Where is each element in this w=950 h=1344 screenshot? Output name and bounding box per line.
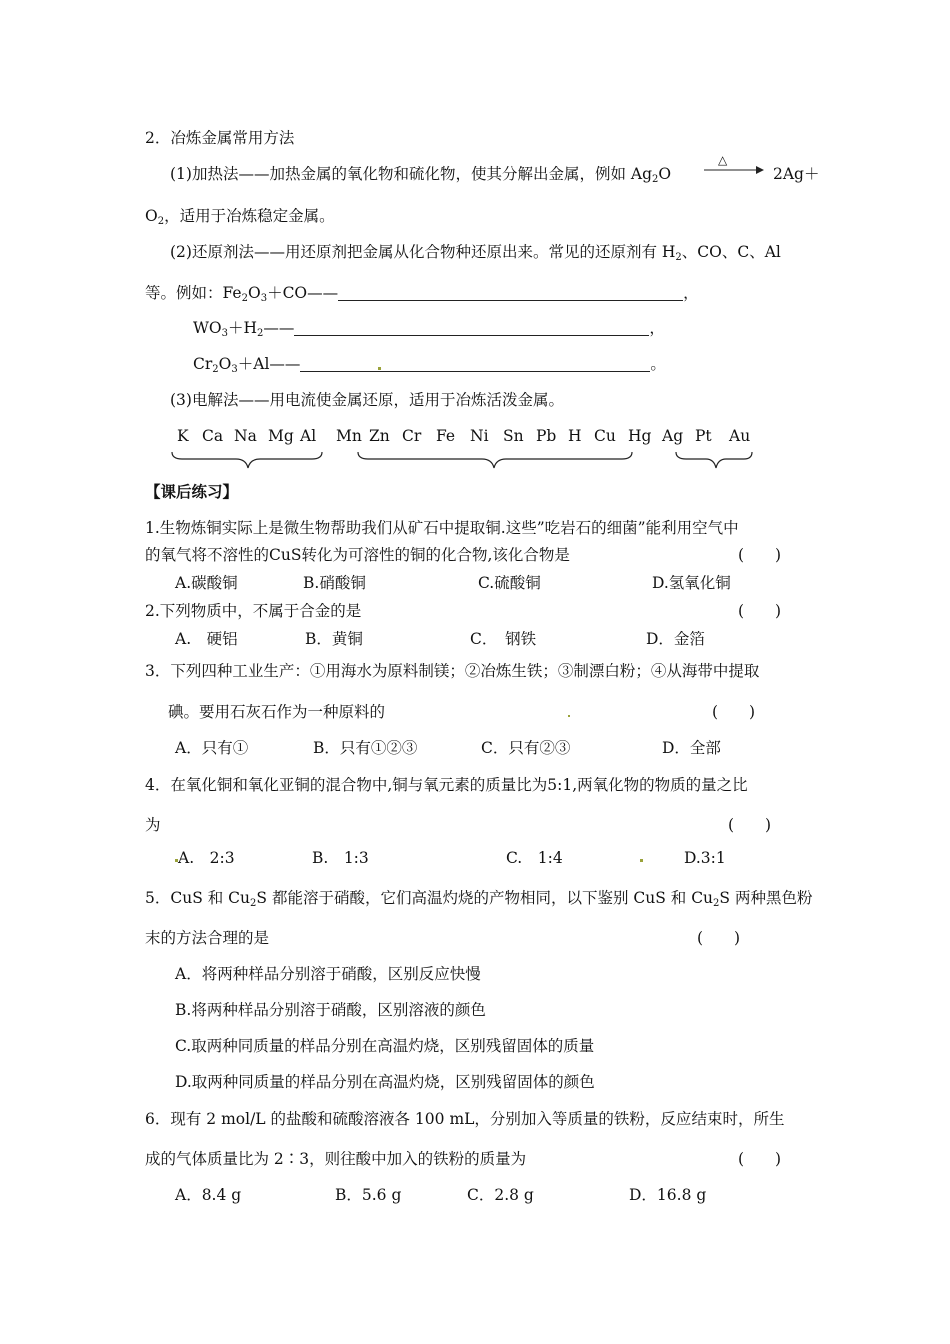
question-5-stem: 5．CuS 和 $Cu_2S$ 都能溶于硝酸，它们高温灼烧的产物相同，以下鉴别 CuS 和 $Cu_2S$ 两种黑色粉 [145,889,813,909]
metal-ag: Ag [662,427,684,445]
metal-cr: Cr [402,427,422,445]
method-3-line: (3)电解法——用电流使金属还原，适用于冶炼活泼金属。 [170,391,564,409]
question-3-option-a[interactable]: A．只有① [175,739,249,757]
question-3-option-b[interactable]: B．只有①②③ [313,739,418,757]
method-1-product: 2Ag＋ [773,165,820,183]
brace-inactive-metals [676,452,752,468]
question-3-stem-2: 碘。要用石灰石作为一种原料的 [168,703,386,721]
question-6-option-d[interactable]: D．16.8 g [629,1186,707,1204]
question-3-option-d[interactable]: D．全部 [662,739,721,757]
speck [568,715,570,717]
metal-zn: Zn [369,427,390,445]
question-5-option-c[interactable]: C.取两种同质量的样品分别在高温灼烧，区别残留固体的质量 [175,1037,595,1055]
question-4-option-b[interactable]: B. 1:3 [312,849,369,867]
question-1-stem: 1.生物炼铜实际上是微生物帮助我们从矿石中提取铜.这些”吃岩石的细菌”能利用空气中 [145,519,739,537]
metal-pb: Pb [536,427,557,445]
question-2-option-a[interactable]: A. 硬铝 [175,630,238,648]
metal-h: H [568,427,582,445]
answer-paren[interactable]: ( ) [728,816,772,834]
speck [378,367,381,370]
speck [640,859,643,862]
question-2-stem: 2.下列物质中，不属于合金的是 [145,602,362,620]
question-1-option-c[interactable]: C.硫酸铜 [478,574,541,592]
answer-paren[interactable]: ( ) [738,1150,782,1168]
section-title: 2．冶炼金属常用方法 [145,129,295,147]
metal-cu: Cu [594,427,616,445]
question-4-option-a[interactable]: A. 2:3 [178,849,235,867]
question-3-stem: 3．下列四种工业生产：①用海水为原料制镁；②冶炼生铁；③制漂白粉；④从海带中提取 [145,662,760,680]
metal-pt: Pt [695,427,712,445]
brace-middle-metals [358,452,632,468]
question-4-option-d[interactable]: D.3:1 [684,849,726,867]
metal-k: K [177,427,189,445]
method-2-example-2: $WO_3+H_2——$ ， [193,319,665,339]
answer-paren[interactable]: ( ) [697,929,741,947]
metal-fe: Fe [436,427,456,445]
question-2-option-d[interactable]: D．金箔 [646,630,705,648]
question-2-option-c[interactable]: C． 钢铁 [470,630,537,648]
metal-mn: Mn [336,427,362,445]
metal-mg: Mg [268,427,294,445]
question-5-option-d[interactable]: D.取两种同质量的样品分别在高温灼烧，区别残留固体的颜色 [175,1073,595,1091]
method-2-example-1: 等。例如：$Fe_2O_3+CO——$ ， [145,284,699,304]
question-6-option-b[interactable]: B．5.6 g [335,1186,402,1204]
metal-hg: Hg [628,427,652,445]
answer-blank[interactable] [300,357,650,372]
method-1-line: (1)加热法——加热金属的氧化物和硫化物，使其分解出金属，例如 $Ag_2O$ [170,165,672,185]
answer-paren[interactable]: ( ) [712,703,756,721]
question-4-option-c[interactable]: C. 1:4 [506,849,563,867]
brace-active-metals [172,452,322,468]
question-1-option-b[interactable]: B.硝酸铜 [303,574,366,592]
method-1-line-2: $O_2$，适用于冶炼稳定金属。 [145,207,335,227]
question-6-stem: 6．现有 2 mol/L 的盐酸和硫酸溶液各 100 mL，分别加入等质量的铁粉，反应结束时，所生 [145,1110,785,1128]
question-6-stem-2: 成的气体质量比为 2∶3，则往酸中加入的铁粉的质量为 [145,1150,527,1168]
method-2-example-3: $Cr_2O_3+Al——$ 。 [193,355,666,375]
answer-blank[interactable] [338,286,683,301]
method-2-line: (2)还原剂法——用还原剂把金属从化合物种还原出来。常见的还原剂有 $H_2$、CO、C、Al [170,243,781,263]
question-5-stem-2: 末的方法合理的是 [145,929,270,947]
exercise-heading: 【课后练习】 [145,483,239,501]
question-1-option-a[interactable]: A.碳酸铜 [175,574,238,592]
metal-al: Al [300,427,317,445]
metal-ni: Ni [470,427,489,445]
series-braces [0,450,950,472]
reaction-arrow-icon [704,165,764,175]
question-5-option-a[interactable]: A．将两种样品分别溶于硝酸，区别反应快慢 [175,965,481,983]
answer-paren[interactable]: ( ) [738,602,782,620]
question-4-stem-2: 为 [145,816,161,834]
metal-na: Na [234,427,257,445]
answer-paren[interactable]: ( ) [738,546,782,564]
question-4-stem: 4．在氧化铜和氧化亚铜的混合物中,铜与氧元素的质量比为5:1,两氧化物的物质的量之比 [145,776,748,794]
answer-blank[interactable] [294,321,649,336]
question-6-option-c[interactable]: C．2.8 g [467,1186,534,1204]
question-2-option-b[interactable]: B．黄铜 [305,630,363,648]
question-3-option-c[interactable]: C．只有②③ [481,739,571,757]
metal-ca: Ca [202,427,224,445]
metal-sn: Sn [503,427,524,445]
question-5-option-b[interactable]: B.将两种样品分别溶于硝酸，区别溶液的颜色 [175,1001,486,1019]
question-6-option-a[interactable]: A．8.4 g [175,1186,242,1204]
metal-au: Au [729,427,751,445]
question-1-option-d[interactable]: D.氢氧化铜 [652,574,731,592]
question-1-stem-2: 的氧气将不溶性的CuS转化为可溶性的铜的化合物,该化合物是 [145,546,570,564]
speck [175,859,178,862]
heat-triangle-icon: △ [718,153,728,167]
